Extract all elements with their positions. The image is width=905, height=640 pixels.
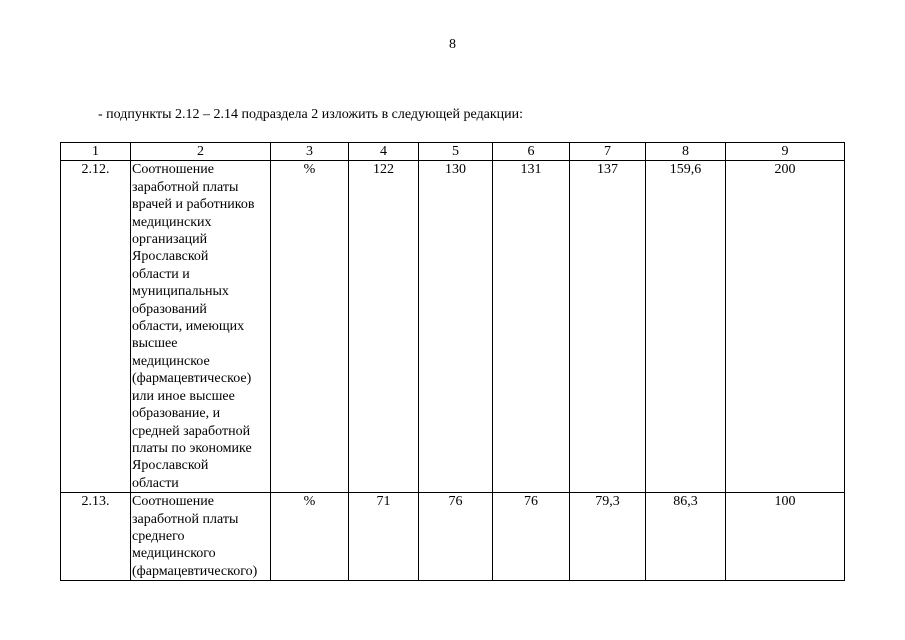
column-header: 3 (271, 143, 349, 161)
indicator-name-cell (131, 493, 271, 581)
column-header: 9 (726, 143, 845, 161)
indicators-table (60, 142, 845, 581)
indicator-name-line: области, имеющих (132, 319, 245, 335)
column-header: 8 (646, 143, 726, 161)
indicator-name-line: области и (132, 266, 190, 282)
table-row (61, 493, 845, 581)
value-cell: 159,6 (646, 161, 726, 493)
value-cell: 71 (349, 493, 419, 581)
indicator-name-line: (фармацевтического) (132, 563, 258, 579)
value-cell: 79,3 (570, 493, 646, 581)
value-cell: 100 (726, 493, 845, 581)
table-row (61, 161, 845, 493)
row-number-cell: 2.13. (61, 493, 131, 581)
indicator-name-line: медицинского (132, 546, 216, 562)
indicator-name-line: или иное высшее (132, 388, 235, 404)
indicator-name-line: муниципальных (132, 284, 229, 300)
value-cell: 76 (493, 493, 570, 581)
row-number-cell: 2.12. (61, 161, 131, 493)
indicator-name-line: Ярославской (132, 458, 209, 474)
indicator-name-line: платы по экономике (132, 440, 252, 456)
column-header: 1 (61, 143, 131, 161)
indicator-name-line: заработной платы (132, 511, 239, 527)
value-cell: 200 (726, 161, 845, 493)
value-cell: 130 (419, 161, 493, 493)
indicator-name-line: Соотношение (132, 162, 214, 178)
indicator-name-line: Ярославской (132, 249, 209, 265)
value-cell: 131 (493, 161, 570, 493)
indicator-name-line: высшее (132, 336, 178, 352)
value-cell: 122 (349, 161, 419, 493)
value-cell: 86,3 (646, 493, 726, 581)
intro-paragraph: - подпункты 2.12 – 2.14 подраздела 2 изложить в следующей редакции: (98, 107, 524, 122)
value-cell: 137 (570, 161, 646, 493)
unit-cell: % (271, 161, 349, 493)
column-header: 4 (349, 143, 419, 161)
indicator-name-line: (фармацевтическое) (132, 371, 252, 387)
table-header-row (61, 143, 845, 161)
indicator-name-line: среднего (132, 528, 185, 544)
column-header: 2 (131, 143, 271, 161)
indicator-name-line: средней заработной (132, 423, 251, 439)
indicator-name-line: медицинских (132, 214, 212, 230)
column-header: 6 (493, 143, 570, 161)
indicator-name-line: медицинское (132, 353, 210, 369)
indicator-name-line: Соотношение (132, 494, 214, 510)
column-header: 7 (570, 143, 646, 161)
indicator-name-line: врачей и работников (132, 197, 255, 213)
indicator-name-cell (131, 161, 271, 493)
value-cell: 76 (419, 493, 493, 581)
unit-cell: % (271, 493, 349, 581)
page-number: 8 (449, 37, 456, 52)
indicator-name-line: области (132, 475, 179, 491)
indicator-name-line: организаций (132, 232, 208, 248)
column-header: 5 (419, 143, 493, 161)
indicator-name-line: заработной платы (132, 179, 239, 195)
indicator-name-line: образование, и (132, 406, 221, 422)
indicator-name-line: образований (132, 301, 207, 317)
